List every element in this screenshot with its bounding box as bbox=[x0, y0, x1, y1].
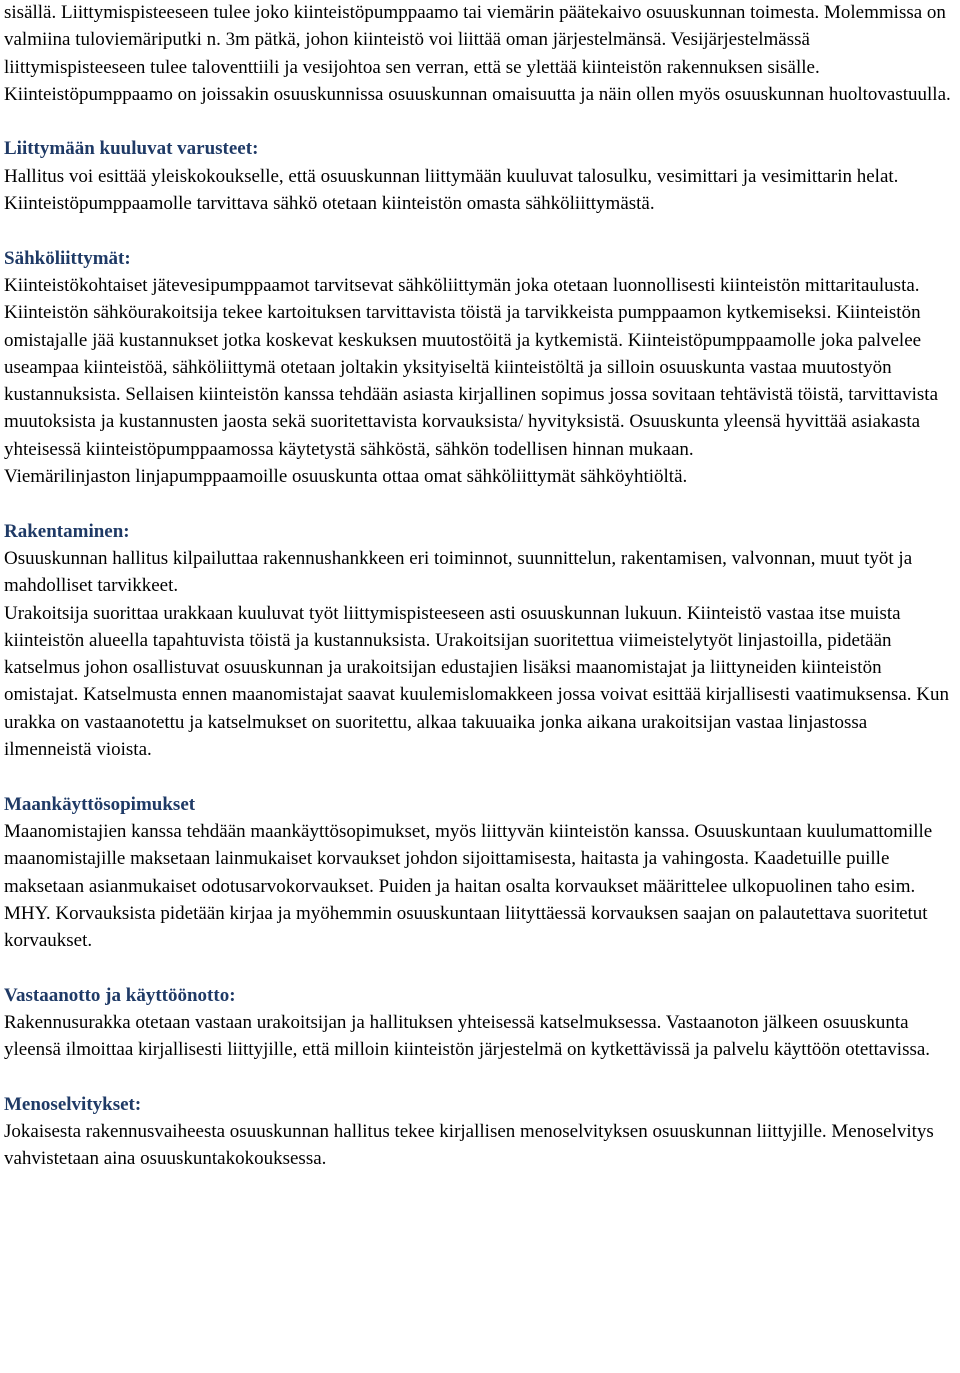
section-maankayttosopimukset bbox=[4, 791, 956, 955]
intro-paragraph: sisällä. Liittymispisteeseen tulee joko kiinteistöpumppaamo tai viemärin päätekaivo osuuskunnan toimesta. Molemmissa on valmiina tuloviemäriputki n. 3m pätkä, johon kiinteistö voi liittää oman järjestelmänsä. Vesijärjestelmässä liittymispisteeseen tulee taloventtiili ja vesijohtoa sen verran, että se ylettää kiinteistön rakennuksen sisälle. Kiinteistöpumppaamo on joissakin osuuskunnissa osuuskunnan omaisuutta ja näin ollen myös osuuskunnan huoltovastuulla. bbox=[4, 2, 951, 105]
section-sahkoliittymat bbox=[4, 245, 956, 491]
section-rakentaminen bbox=[4, 518, 956, 764]
section-paragraph: Urakoitsija suorittaa urakkaan kuuluvat työt liittymispisteeseen asti osuuskunnan lukuun. Kiinteistö vastaa itse muista kiinteistön alueella tapahtuvista töistä ja kustannuksista. Urakoitsijan suoritettua viimeistelytyöt linjastoilla, pidetään katselmus johon osallistuvat osuuskunnan ja urakoitsijan edustajien lisäksi maanomistajat ja liittyneiden kiinteistön omistajat. Katselmusta ennen maanomistajat saavat kuulemislomakkeen jossa voivat esittää kirjallisesti vaatimuksensa. Kun urakka on vastaanotettu ja katselmukset on suoritettu, alkaa takuuaika jonka aikana urakoitsijan vastaa linjastossa ilmenneistä vioista. bbox=[4, 602, 950, 761]
section-liittymaan-kuuluvat-varusteet bbox=[4, 135, 956, 217]
section-paragraph: Maanomistajien kanssa tehdään maankäyttösopimukset, myös liittyvän kiinteistön kanssa. Osuuskuntaan kuulumattomille maanomistajille maksetaan lainmukaiset korvaukset johdon sijoittamisesta, haitasta ja vahingosta. Kaadetuille puille maksetaan asianmukaiset odotusarvokorvaukset. Puiden ja haitan osalta korvaukset määrittelee ulkopuolinen taho esim. MHY. Korvauksista pidetään kirjaa ja myöhemmin osuuskuntaan liityttäessä korvauksen saajan on palautettava suoritetut korvaukset. bbox=[4, 820, 933, 952]
section-paragraph: Viemärilinjaston linjapumppaamoille osuuskunta ottaa omat sähköliittymät sähköyhtiöltä. bbox=[4, 466, 688, 488]
section-heading: Rakentaminen: bbox=[4, 520, 130, 542]
section-menoselvitykset bbox=[4, 1091, 956, 1173]
section-heading: Liittymään kuuluvat varusteet: bbox=[4, 138, 259, 160]
section-vastaanotto-ja-kayttoonotto bbox=[4, 982, 956, 1064]
section-paragraph: Rakennusurakka otetaan vastaan urakoitsijan ja hallituksen yhteisessä katselmuksessa. Vastaanoton jälkeen osuuskunta yleensä ilmoittaa kirjallisesti liittyjille, että milloin kiinteistön järjestelmä on kytkettävissä ja palvelu käyttöön otettavissa. bbox=[4, 1011, 931, 1061]
section-heading: Menoselvitykset: bbox=[4, 1093, 142, 1115]
section-paragraph: Jokaisesta rakennusvaiheesta osuuskunnan hallitus tekee kirjallisen menoselvityksen osuuskunnan liittyjille. Menoselvitys vahvistetaan aina osuuskuntakokouksessa. bbox=[4, 1121, 934, 1170]
section-heading: Maankäyttösopimukset bbox=[4, 793, 196, 815]
section-paragraph: Hallitus voi esittää yleiskokoukselle, että osuuskunnan liittymään kuuluvat talosulku, vesimittari ja vesimittarin helat. Kiinteistöpumppaamolle tarvittava sähkö otetaan kiinteistön omasta sähköliittymästä. bbox=[4, 165, 899, 215]
document-body bbox=[4, 0, 956, 1173]
section-heading: Sähköliittymät: bbox=[4, 247, 131, 269]
section-paragraph: Kiinteistökohtaiset jätevesipumppaamot tarvitsevat sähköliittymän joka otetaan luonnollisesti kiinteistön mittaritaulusta. Kiinteistön sähköurakoitsija tekee kartoituksen tarvittavista töistä ja tarvikkeista pumppaamon kytkemiseksi. Kiinteistön omistajalle jää kustannukset jotka koskevat keskuksen muutostöitä ja kytkemistä. Kiinteistöpumppaamolle joka palvelee useampaa kiinteistöä, sähköliittymä otetaan joltakin yksityiseltä kiinteistöltä ja silloin osuuskunta vastaa muutostyön kustannuksista. Sellaisen kiinteistön kanssa tehdään asiasta kirjallinen sopimus jossa sovitaan tehtävistä töistä, tarvittavista muutoksista ja kustannusten jaosta sekä suoritettavista korvauksista/ hyvityksistä. Osuuskunta yleensä hyvittää asiakasta yhteisessä kiinteistöpumppaamossa käytetystä sähköstä, sähkön todellisen hinnan mukaan. bbox=[4, 274, 938, 460]
section-heading: Vastaanotto ja käyttöönotto: bbox=[4, 984, 236, 1006]
section-paragraph: Osuuskunnan hallitus kilpailuttaa rakennushankkeen eri toiminnot, suunnittelun, rakentamisen, valvonnan, muut työt ja mahdolliset tarvikkeet. bbox=[4, 547, 913, 597]
